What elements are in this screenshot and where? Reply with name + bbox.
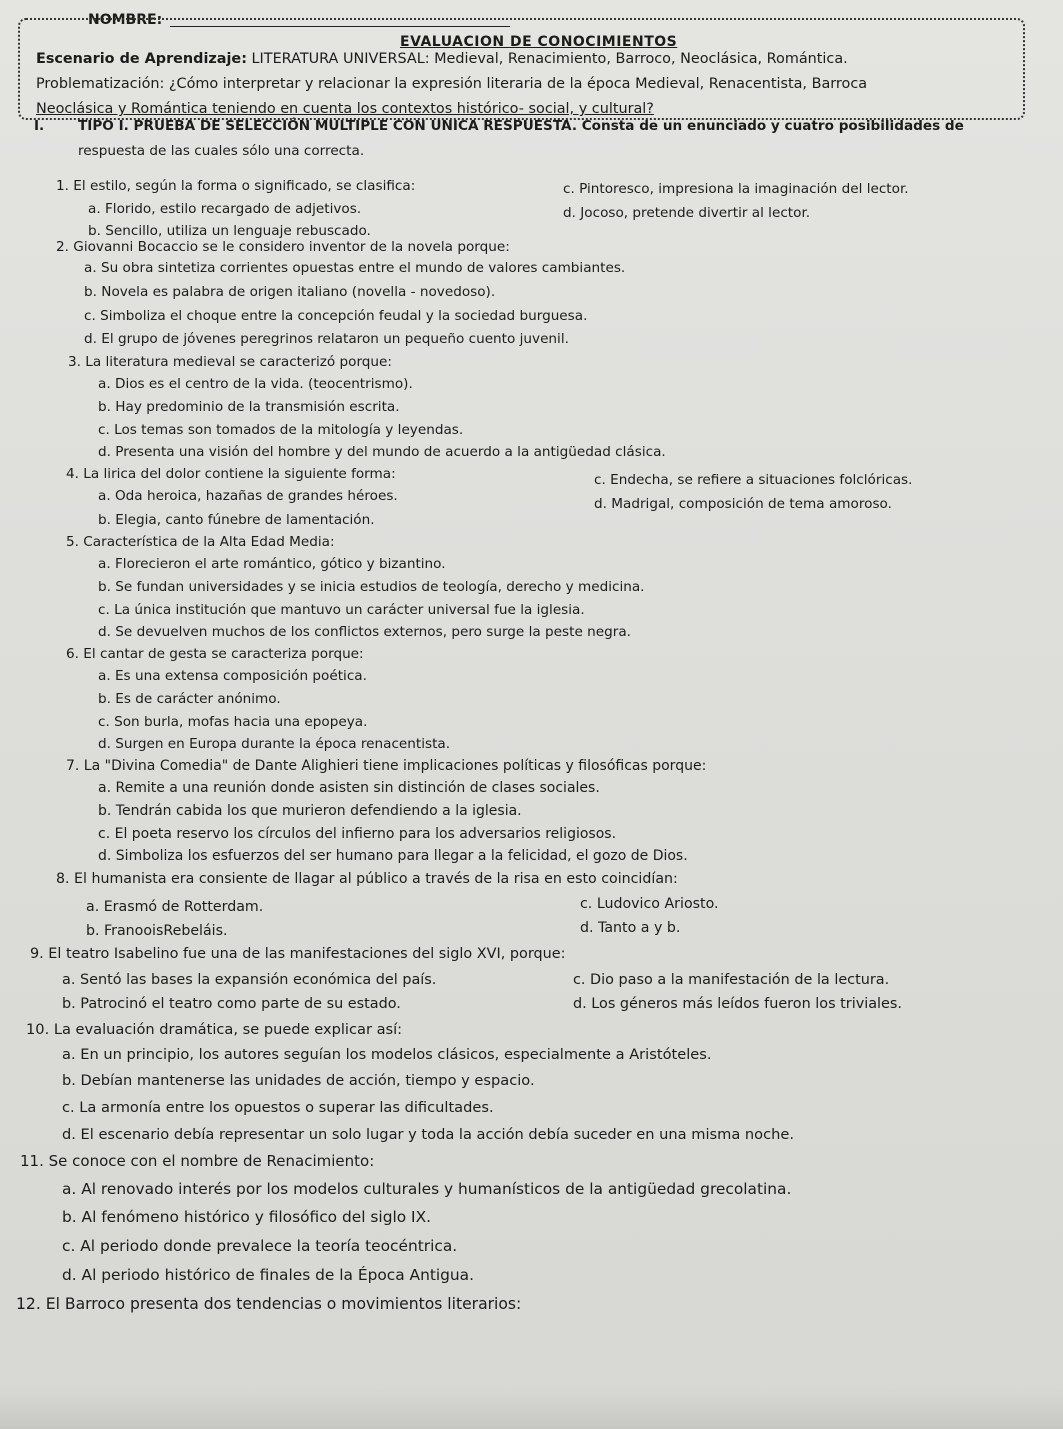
nombre-label: NOMBRE: — [88, 12, 163, 28]
problematizacion-line-1: Problematización: ¿Cómo interpretar y relacionar la expresión literaria de la época Medieval, Renacentista, Barroca — [36, 76, 868, 92]
question-2-option-b[interactable]: b. Novela es palabra de origen italiano (novella - novedoso). — [84, 284, 496, 300]
section-heading-line-2: respuesta de las cuales sólo una correcta. — [78, 143, 365, 159]
question-2-option-d[interactable]: d. El grupo de jóvenes peregrinos relataron un pequeño cuento juvenil. — [84, 331, 569, 347]
question-1-option-c[interactable]: c. Pintoresco, impresiona la imaginación del lector. — [563, 181, 909, 197]
question-2: 2. Giovanni Bocaccio se le considero inventor de la novela porque: — [56, 239, 510, 255]
question-4: 4. La lirica del dolor contiene la siguiente forma: — [66, 466, 396, 482]
question-8-option-a[interactable]: a. Erasmó de Rotterdam. — [86, 899, 264, 915]
escenario-line — [36, 51, 848, 67]
question-6-option-d[interactable]: d. Surgen en Europa durante la época renacentista. — [98, 736, 451, 752]
question-2-option-a[interactable]: a. Su obra sintetiza corrientes opuestas entre el mundo de valores cambiantes. — [84, 260, 626, 276]
question-6: 6. El cantar de gesta se caracteriza porque: — [66, 646, 364, 662]
question-9-option-a[interactable]: a. Sentó las bases la expansión económica del país. — [62, 972, 437, 988]
question-6-option-b[interactable]: b. Es de carácter anónimo. — [98, 691, 281, 707]
question-10-option-c[interactable]: c. La armonía entre los opuestos o superar las dificultades. — [62, 1099, 494, 1116]
question-5: 5. Característica de la Alta Edad Media: — [66, 534, 335, 550]
question-4-option-b[interactable]: b. Elegia, canto fúnebre de lamentación. — [98, 512, 375, 528]
question-4-option-d[interactable]: d. Madrigal, composición de tema amoroso. — [594, 496, 892, 512]
question-5-option-d[interactable]: d. Se devuelven muchos de los conflictos externos, pero surge la peste negra. — [98, 624, 631, 640]
question-11-option-c[interactable]: c. Al periodo donde prevalece la teoría teocéntrica. — [62, 1237, 458, 1255]
question-10-option-b[interactable]: b. Debían mantenerse las unidades de acción, tiempo y espacio. — [62, 1072, 535, 1089]
question-1-option-d[interactable]: d. Jocoso, pretende divertir al lector. — [563, 205, 811, 221]
question-9-option-b[interactable]: b. Patrocinó el teatro como parte de su estado. — [62, 996, 401, 1012]
question-9-option-c[interactable]: c. Dio paso a la manifestación de la lectura. — [573, 972, 890, 988]
question-4-option-c[interactable]: c. Endecha, se refiere a situaciones folclóricas. — [594, 472, 913, 488]
question-1: 1. El estilo, según la forma o significado, se clasifica: — [56, 178, 416, 194]
page-bottom-shadow — [0, 1390, 1063, 1429]
question-1-option-b[interactable]: b. Sencillo, utiliza un lenguaje rebuscado. — [88, 223, 371, 239]
question-3: 3. La literatura medieval se caracterizó porque: — [68, 354, 392, 370]
question-10: 10. La evaluación dramática, se puede explicar así: — [26, 1021, 403, 1038]
section-heading-line-1: TIPO I. PRUEBA DE SELECCIÓN MULTIPLE CON UNICA RESPUESTA. Consta de un enunciado y cuatro posibilidades de — [78, 118, 964, 134]
question-5-option-b[interactable]: b. Se fundan universidades y se inicia estudios de teología, derecho y medicina. — [98, 579, 645, 595]
question-4-option-a[interactable]: a. Oda heroica, hazañas de grandes héroes. — [98, 488, 398, 504]
question-10-option-a[interactable]: a. En un principio, los autores seguían los modelos clásicos, especialmente a Aristóteles. — [62, 1046, 712, 1063]
question-11-option-b[interactable]: b. Al fenómeno histórico y filosófico del siglo IX. — [62, 1208, 432, 1226]
question-11-option-a[interactable]: a. Al renovado interés por los modelos culturales y humanísticos de la antigüedad grecolatina. — [62, 1180, 792, 1198]
evaluation-title: EVALUACION DE CONOCIMIENTOS — [400, 34, 678, 50]
question-3-option-d[interactable]: d. Presenta una visión del hombre y del mundo de acuerdo a la antigüedad clásica. — [98, 444, 666, 460]
question-6-option-a[interactable]: a. Es una extensa composición poética. — [98, 668, 367, 684]
question-10-option-d[interactable]: d. El escenario debía representar un solo lugar y toda la acción debía suceder en una misma noche. — [62, 1126, 794, 1143]
question-5-option-a[interactable]: a. Florecieron el arte romántico, gótico y bizantino. — [98, 556, 446, 572]
question-8-option-c[interactable]: c. Ludovico Ariosto. — [580, 896, 719, 912]
question-8-option-d[interactable]: d. Tanto a y b. — [580, 920, 681, 936]
question-9-option-d[interactable]: d. Los géneros más leídos fueron los triviales. — [573, 996, 902, 1012]
question-6-option-c[interactable]: c. Son burla, mofas hacia una epopeya. — [98, 714, 368, 730]
nombre-blank-line[interactable] — [170, 26, 510, 27]
question-3-option-c[interactable]: c. Los temas son tomados de la mitología y leyendas. — [98, 422, 464, 438]
question-12: 12. El Barroco presenta dos tendencias o movimientos literarios: — [16, 1295, 522, 1313]
question-5-option-c[interactable]: c. La única institución que mantuvo un carácter universal fue la iglesia. — [98, 602, 585, 618]
question-8: 8. El humanista era consiente de llagar al público a través de la risa en esto coincidían: — [56, 871, 678, 887]
question-7-option-c[interactable]: c. El poeta reservo los círculos del infierno para los adversarios religiosos. — [98, 826, 617, 842]
question-7-option-b[interactable]: b. Tendrán cabida los que murieron defendiendo a la iglesia. — [98, 803, 522, 819]
question-11: 11. Se conoce con el nombre de Renacimiento: — [20, 1152, 375, 1170]
question-2-option-c[interactable]: c. Simboliza el choque entre la concepción feudal y la sociedad burguesa. — [84, 308, 588, 324]
escenario-text: LITERATURA UNIVERSAL: Medieval, Renacimiento, Barroco, Neoclásica, Romántica. — [246, 51, 848, 67]
section-number: I. — [34, 118, 45, 134]
escenario-label: Escenario de Aprendizaje: — [36, 51, 247, 67]
question-3-option-a[interactable]: a. Dios es el centro de la vida. (teocentrismo). — [98, 376, 413, 392]
question-9: 9. El teatro Isabelino fue una de las manifestaciones del siglo XVI, porque: — [30, 946, 566, 962]
question-7-option-d[interactable]: d. Simboliza los esfuerzos del ser humano para llegar a la felicidad, el gozo de Dios. — [98, 848, 688, 864]
question-1-option-a[interactable]: a. Florido, estilo recargado de adjetivos. — [88, 201, 362, 217]
question-7-option-a[interactable]: a. Remite a una reunión donde asisten sin distinción de clases sociales. — [98, 780, 600, 796]
question-8-option-b[interactable]: b. FranooisRebeláis. — [86, 923, 228, 939]
question-7: 7. La "Divina Comedia" de Dante Alighieri tiene implicaciones políticas y filosóficas porque: — [66, 758, 707, 774]
question-3-option-b[interactable]: b. Hay predominio de la transmisión escrita. — [98, 399, 400, 415]
question-11-option-d[interactable]: d. Al periodo histórico de finales de la Época Antigua. — [62, 1266, 474, 1284]
problematizacion-line-2: Neoclásica y Romántica teniendo en cuenta los contextos histórico- social, y cultural? — [36, 101, 654, 117]
